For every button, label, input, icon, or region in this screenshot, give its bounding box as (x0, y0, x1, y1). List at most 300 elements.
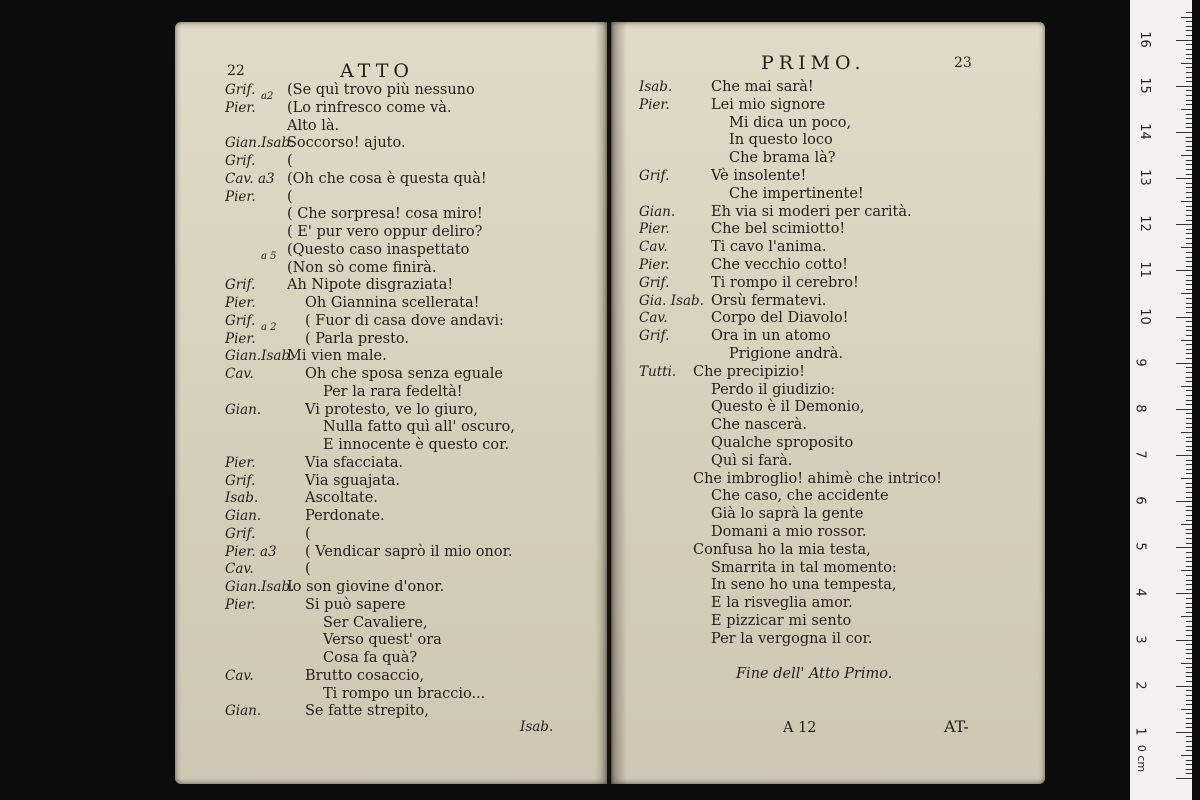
ruler-tick (1186, 169, 1192, 170)
ruler-tick (1186, 760, 1192, 761)
right-line (639, 577, 897, 595)
ensemble-mark: a 5 (261, 250, 277, 262)
ruler-tick (1186, 90, 1192, 91)
ruler-tick (1186, 529, 1192, 530)
right-line (639, 417, 807, 435)
ruler-tick (1186, 510, 1192, 511)
ruler-tick (1186, 552, 1192, 553)
ruler-tick (1186, 506, 1192, 507)
verse-text: Via sfacciata. (305, 454, 404, 471)
ruler-tick (1186, 566, 1192, 567)
ruler-number: 6 (1132, 496, 1148, 505)
verse-text: Quì si farà. (711, 452, 793, 469)
ruler-tick (1186, 672, 1192, 673)
verse-text: Ascoltate. (305, 490, 378, 507)
speaker-name: Gian.Isab. (225, 579, 295, 595)
ruler-tick (1176, 178, 1192, 179)
open-book (175, 22, 1045, 784)
right-line (639, 435, 853, 453)
ruler-tick (1186, 584, 1192, 585)
verse-text: ( E' pur vero oppur deliro? (287, 224, 483, 240)
ruler-tick (1181, 478, 1192, 479)
verse-text: Vè insolente! (711, 168, 807, 184)
ruler-tick (1186, 764, 1192, 765)
left-page (175, 22, 607, 784)
ruler-tick (1186, 446, 1192, 447)
speaker-name: Pier. (225, 330, 256, 347)
ruler-tick (1186, 192, 1192, 193)
ruler-tick (1186, 649, 1192, 650)
left-line (225, 135, 406, 153)
speaker-name: Grif. (639, 168, 670, 184)
ruler-number: 4 (1132, 588, 1148, 598)
ruler-number: 2 (1132, 681, 1148, 690)
ruler-tick (1186, 400, 1192, 401)
ruler-tick (1186, 344, 1192, 345)
ruler-tick (1186, 557, 1192, 558)
verse-text: Ti rompo un braccio... (323, 685, 486, 702)
verse-text: Se fatte strepito, (305, 703, 429, 720)
speaker-name: Pier. a3 (225, 543, 277, 560)
left-line (225, 686, 485, 704)
verse-text: ( Fuor di casa dove andavi: (305, 312, 504, 329)
ruler-tick (1186, 381, 1192, 382)
right-line (639, 506, 864, 524)
ruler-tick (1186, 713, 1192, 714)
ruler-tick (1186, 437, 1192, 438)
ruler-tick (1186, 174, 1192, 175)
speaker-name: Gian. (225, 703, 262, 720)
right-line (639, 364, 805, 382)
speaker-name: Grif. (225, 312, 256, 329)
right-line (639, 382, 835, 400)
ruler-tick (1186, 367, 1192, 368)
ruler-tick (1186, 257, 1192, 258)
verse-text: (Se quì trovo più nessuno (287, 82, 475, 98)
verse-text: E innocente è questo cor. (323, 437, 510, 453)
ruler-tick (1186, 275, 1192, 276)
ruler-tick (1186, 210, 1192, 211)
ruler-tick (1186, 49, 1192, 50)
left-line (225, 508, 385, 526)
verse-text: Che precipizio! (693, 363, 805, 380)
verse-text: E pizzicar mi sento (711, 613, 852, 629)
right-line (639, 150, 836, 168)
ruler-number: 7 (1132, 450, 1148, 459)
ruler-tick (1186, 30, 1192, 31)
right-line (639, 97, 825, 115)
left-line (225, 437, 509, 455)
right-line (639, 132, 833, 150)
verse-text: Ora in un atomo (711, 328, 831, 345)
ruler-tick (1186, 289, 1192, 290)
speaker-name: Pier. (639, 257, 670, 273)
right-line (639, 115, 851, 133)
speaker-name: Pier. (639, 221, 670, 238)
ruler-tick (1176, 132, 1192, 133)
ruler-tick (1186, 464, 1192, 465)
verse-text: In seno ho una tempesta, (711, 577, 897, 594)
ruler-tick (1186, 423, 1192, 424)
speaker-name: Grif. (225, 525, 256, 542)
left-line (225, 277, 453, 295)
ruler-tick (1186, 35, 1192, 36)
ruler-tick (1186, 413, 1192, 414)
verse-text: ( Vendicar saprò il mio onor. (305, 543, 513, 560)
ruler-tick (1181, 155, 1192, 156)
ruler-tick (1186, 146, 1192, 147)
ruler-tick (1186, 695, 1192, 696)
ruler-tick (1176, 270, 1192, 271)
ruler-tick (1186, 312, 1192, 313)
speaker-name: Pier. (225, 454, 256, 471)
ruler-number: 9 (1132, 358, 1148, 367)
verse-text: Questo è il Demonio, (711, 399, 865, 416)
ruler-tick (1186, 243, 1192, 244)
left-line (225, 402, 478, 420)
verse-text: Orsù fermatevi. (711, 292, 827, 309)
speaker-name: Gian. (225, 401, 262, 418)
left-line (225, 473, 400, 491)
right-line (639, 168, 806, 186)
left-line (225, 242, 469, 260)
ruler-tick (1186, 95, 1192, 96)
ruler-tick (1186, 741, 1192, 742)
right-line (639, 631, 872, 649)
ruler-tick (1186, 676, 1192, 677)
verse-text: (Oh che cosa è questa quà! (287, 170, 487, 187)
ruler-number: 13 (1136, 169, 1152, 186)
right-page (611, 22, 1045, 784)
ruler-tick (1186, 372, 1192, 373)
speaker-name: Tutti. (639, 363, 677, 380)
ruler-tick (1186, 750, 1192, 751)
ruler-tick (1176, 409, 1192, 410)
speaker-name: Grif. (225, 82, 256, 98)
verse-text: Mi vien male. (287, 348, 387, 365)
verse-text: Cosa fa quà? (323, 650, 418, 666)
ruler-tick (1186, 589, 1192, 590)
ruler-tick (1186, 137, 1192, 138)
verse-text: ( Che sorpresa! cosa miro! (287, 206, 483, 223)
ruler-tick (1186, 395, 1192, 396)
ruler-tick (1186, 460, 1192, 461)
ruler-tick (1186, 533, 1192, 534)
ruler-tick (1186, 538, 1192, 539)
verse-text: Che bel scimiotto! (711, 221, 846, 238)
left-line (225, 313, 504, 331)
ruler-tick (1186, 238, 1192, 239)
right-line (639, 560, 897, 578)
ruler-tick (1186, 598, 1192, 599)
ruler-tick (1176, 455, 1192, 456)
closing-line: Fine dell' Atto Primo. (736, 666, 893, 682)
verse-text: Verso quest' ora (323, 632, 442, 649)
ruler-tick (1186, 164, 1192, 165)
speaker-name: Pier. (225, 596, 256, 613)
left-line (225, 419, 515, 437)
ruler-tick (1176, 686, 1192, 687)
right-line (639, 595, 853, 613)
left-line (225, 189, 293, 207)
ruler-tick (1186, 349, 1192, 350)
left-line (225, 82, 475, 100)
left-line (225, 153, 293, 171)
right-line (639, 221, 845, 239)
speaker-name: Gia. Isab. (639, 292, 704, 309)
left-line (225, 224, 482, 242)
ruler-tick (1186, 123, 1192, 124)
left-line (225, 384, 463, 402)
ruler-tick (1186, 187, 1192, 188)
ruler-tick (1186, 612, 1192, 613)
ensemble-mark: a 2 (261, 321, 277, 333)
right-line (639, 257, 848, 275)
ruler-tick (1186, 321, 1192, 322)
ruler-tick (1181, 63, 1192, 64)
ruler-number: 1 (1132, 727, 1148, 736)
ruler-tick (1186, 626, 1192, 627)
ruler-tick (1176, 317, 1192, 318)
ruler-tick (1186, 575, 1192, 576)
ruler-tick (1186, 773, 1192, 774)
ruler-tick (1186, 298, 1192, 299)
verse-text: Che imbroglio! ahimè che intrico! (693, 470, 942, 487)
speaker-name: Cav. (225, 561, 254, 578)
ruler-tick (1176, 640, 1192, 641)
ruler-tick (1186, 653, 1192, 654)
verse-text: Corpo del Diavolo! (711, 310, 849, 327)
ruler-tick (1186, 667, 1192, 668)
ruler-tick (1186, 427, 1192, 428)
right-line (639, 399, 865, 417)
verse-text: Oh Giannina scellerata! (305, 295, 480, 311)
left-line (225, 561, 311, 579)
ruler-tick (1186, 418, 1192, 419)
ruler-tick (1186, 183, 1192, 184)
ruler-tick (1186, 561, 1192, 562)
ruler-tick (1186, 330, 1192, 331)
right-line (639, 613, 851, 631)
right-catchword: AT- (944, 717, 969, 736)
right-line (639, 346, 843, 364)
ruler-tick (1176, 86, 1192, 87)
verse-text: Soccorso! ajuto. (287, 135, 406, 152)
ruler-tick (1186, 621, 1192, 622)
left-line (225, 615, 428, 633)
verse-text: Ti rompo il cerebro! (711, 274, 859, 291)
verse-text: Che brama là? (729, 150, 836, 167)
right-line (639, 275, 859, 293)
ruler-tick (1176, 593, 1192, 594)
verse-text: Per la vergogna il cor. (711, 630, 873, 647)
ruler-tick (1181, 340, 1192, 341)
left-line (225, 118, 339, 136)
ruler-tick (1186, 487, 1192, 488)
speaker-name: Pier. (225, 295, 256, 311)
verse-text: Smarrita in tal momento: (711, 559, 897, 576)
verse-text: ( (287, 153, 293, 169)
ruler-tick (1181, 293, 1192, 294)
ruler-tick (1186, 690, 1192, 691)
ruler-tick (1186, 104, 1192, 105)
verse-text: Lei mio signore (711, 96, 826, 113)
ruler-tick (1186, 450, 1192, 451)
ruler-tick (1181, 17, 1192, 18)
ruler-tick (1181, 432, 1192, 433)
ruler-tick (1186, 127, 1192, 128)
signature-mark: A 12 (783, 720, 817, 736)
ruler-tick (1181, 709, 1192, 710)
right-line (639, 186, 864, 204)
verse-text: Alto là. (287, 117, 340, 134)
verse-text: Perdo il giudizio: (711, 381, 836, 398)
verse-text: Ser Cavaliere, (323, 614, 428, 631)
speaker-name: Grif. (225, 472, 256, 489)
verse-text: Che mai sarà! (711, 79, 814, 95)
ruler-number: 14 (1136, 123, 1152, 140)
left-line (225, 632, 442, 650)
right-line (639, 239, 826, 257)
verse-text: Che nascerà. (711, 417, 807, 434)
verse-text: Eh via si moderi per carità. (711, 203, 912, 220)
ensemble-mark: a2 (261, 91, 274, 102)
speaker-name: Cav. (225, 667, 254, 684)
ruler-tick (1186, 520, 1192, 521)
speaker-name: Grif. (225, 153, 256, 169)
ruler-tick (1186, 658, 1192, 659)
verse-text: Brutto cosaccio, (305, 667, 425, 684)
ruler-tick (1186, 644, 1192, 645)
ruler-number: 12 (1136, 215, 1152, 233)
ruler-tick (1186, 543, 1192, 544)
ruler-tick (1186, 603, 1192, 604)
ruler-tick (1181, 109, 1192, 110)
ruler-tick (1186, 704, 1192, 705)
verse-text: ( Parla presto. (305, 330, 409, 347)
ruler-number: 10 (1136, 307, 1152, 325)
speaker-name: Gian. (225, 508, 262, 524)
speaker-name: Gian.Isab. (225, 348, 295, 365)
ruler-tick (1186, 377, 1192, 378)
right-line (639, 310, 849, 328)
ruler-tick (1186, 261, 1192, 262)
ruler-tick (1186, 326, 1192, 327)
ruler-tick (1186, 100, 1192, 101)
ruler-tick (1186, 252, 1192, 253)
right-line (639, 488, 889, 506)
ruler-tick (1186, 12, 1192, 13)
verse-text: Prigione andrà. (729, 346, 843, 362)
ruler-tick (1186, 284, 1192, 285)
ruler-tick (1186, 114, 1192, 115)
ruler-tick (1186, 681, 1192, 682)
ruler-tick (1181, 663, 1192, 664)
ruler-tick (1181, 570, 1192, 571)
ruler-tick (1186, 266, 1192, 267)
ruler-tick (1186, 473, 1192, 474)
verse-text: (Non sò come finirà. (287, 259, 437, 276)
verse-text: Per la rara fedeltà! (323, 383, 463, 400)
ruler-tick (1186, 630, 1192, 631)
left-line (225, 597, 406, 615)
ruler-tick (1176, 40, 1192, 41)
left-line (225, 331, 409, 349)
verse-text: Che vecchio cotto! (711, 257, 849, 273)
left-line (225, 366, 503, 384)
ruler-tick (1186, 404, 1192, 405)
ruler-tick (1186, 635, 1192, 636)
ruler-tick (1176, 778, 1192, 779)
right-line (639, 204, 912, 222)
left-line (225, 171, 487, 189)
ruler-number: 3 (1132, 634, 1148, 644)
left-running-head: ATTO (340, 60, 414, 82)
speaker-name: Grif. (639, 328, 670, 345)
ruler-tick (1186, 718, 1192, 719)
ruler-tick (1181, 247, 1192, 248)
ruler-tick (1181, 386, 1192, 387)
ruler-tick (1186, 280, 1192, 281)
speaker-name: Cav. (225, 366, 254, 382)
ruler-tick (1186, 150, 1192, 151)
right-line (639, 542, 871, 560)
left-line (225, 579, 444, 597)
speaker-name: Isab. (225, 490, 259, 507)
verse-text: Ah Nipote disgraziata! (287, 277, 454, 294)
ruler-tick (1181, 524, 1192, 525)
verse-text: Ti cavo l'anima. (711, 239, 827, 256)
left-line (225, 668, 424, 686)
ruler-tick (1186, 441, 1192, 442)
ruler-tick (1186, 77, 1192, 78)
verse-text: Già lo saprà la gente (711, 506, 864, 523)
verse-text: Domani a mio rossor. (711, 524, 867, 540)
left-line (225, 544, 513, 562)
right-line (639, 79, 814, 97)
left-line (225, 295, 479, 313)
ruler-tick (1186, 607, 1192, 608)
ruler-tick (1186, 233, 1192, 234)
right-line (639, 471, 942, 489)
ruler-tick (1186, 26, 1192, 27)
verse-text: Perdonate. (305, 508, 385, 524)
ruler-tick (1186, 358, 1192, 359)
verse-text: Nulla fatto quì all' oscuro, (323, 419, 515, 436)
ruler-tick (1186, 44, 1192, 45)
ruler-unit-label: 0 cm (1135, 744, 1149, 773)
ruler-tick (1186, 723, 1192, 724)
verse-text: ( (305, 561, 311, 578)
ruler-tick (1176, 547, 1192, 548)
measuring-ruler (1130, 0, 1192, 800)
ruler-tick (1186, 229, 1192, 230)
right-line (639, 328, 831, 346)
ruler-tick (1186, 580, 1192, 581)
verse-text: (Lo rinfresco come và. (287, 99, 452, 116)
right-line (639, 453, 792, 471)
ruler-tick (1186, 303, 1192, 304)
ruler-number: 15 (1136, 77, 1152, 94)
ruler-tick (1186, 67, 1192, 68)
ruler-tick (1186, 141, 1192, 142)
right-line (639, 293, 826, 311)
verse-text: (Questo caso inaspettato (287, 241, 470, 258)
ruler-tick (1181, 755, 1192, 756)
ruler-tick (1176, 224, 1192, 225)
ruler-tick (1186, 335, 1192, 336)
ruler-tick (1176, 363, 1192, 364)
